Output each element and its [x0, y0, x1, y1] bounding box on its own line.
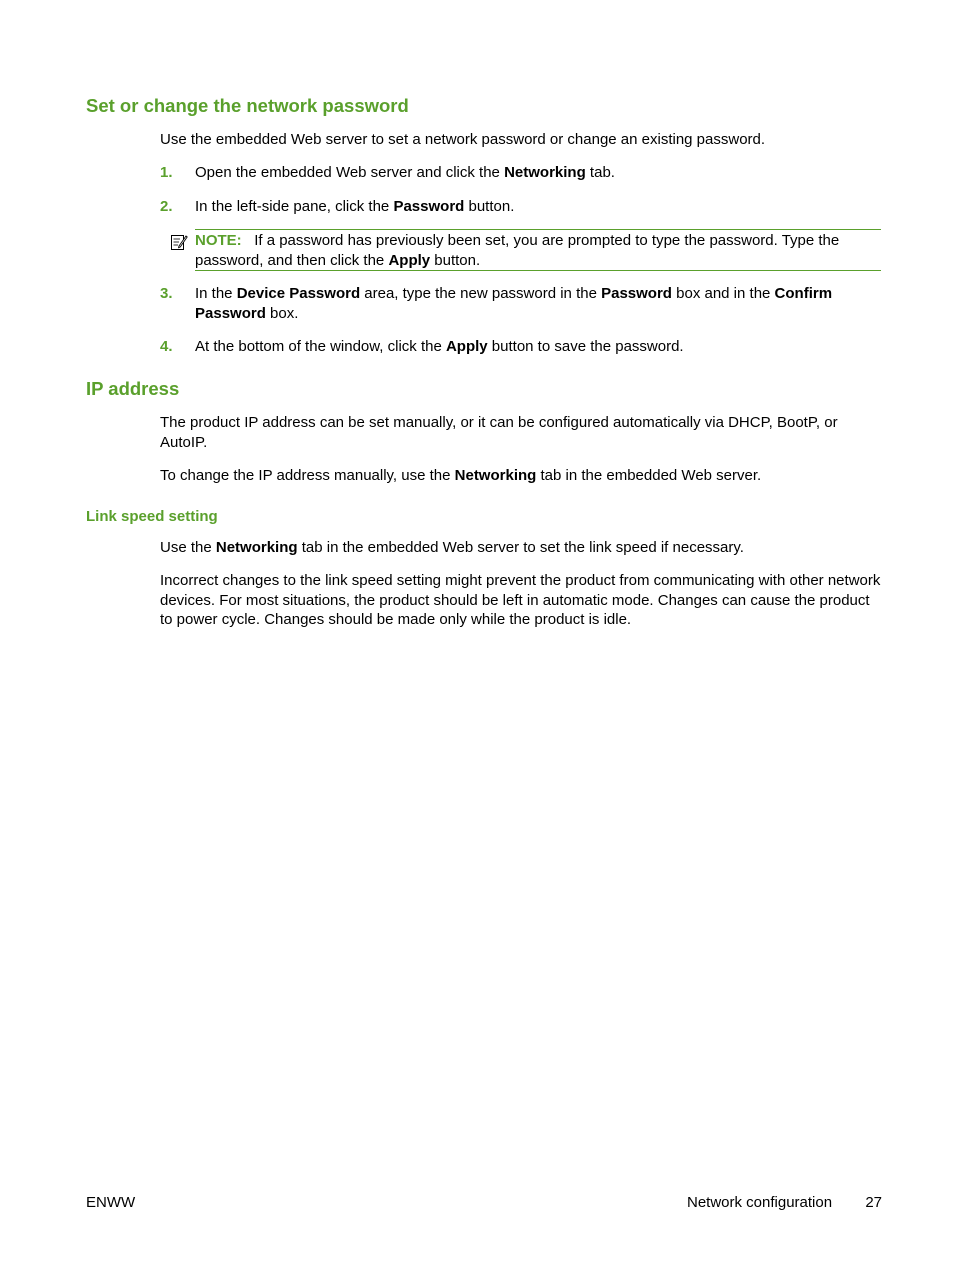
- link-speed-paragraph: [160, 538, 882, 558]
- page-number: 27: [865, 1194, 882, 1211]
- networking-tab-label: Networking: [454, 467, 537, 484]
- networking-tab-label: Networking: [504, 164, 586, 181]
- intro-paragraph: Use the embedded Web server to set a network password or change an existing password.: [160, 131, 766, 148]
- step-3-text: [195, 284, 882, 323]
- note-top-rule: [195, 229, 881, 230]
- note-text: [195, 231, 882, 270]
- ip-manual-paragraph: [160, 466, 882, 486]
- section-heading-network-password: Set or change the network password: [86, 95, 409, 116]
- footer-section-title: Network configuration: [687, 1194, 833, 1211]
- apply-button-label: Apply: [445, 338, 488, 355]
- step-4-text-part: button to save the password.: [487, 338, 684, 355]
- note-text-part: button.: [430, 251, 481, 269]
- ip-manual-text-part: tab in the embedded Web server.: [536, 467, 762, 484]
- note-icon: [170, 233, 188, 251]
- step-1-text-part: tab.: [585, 164, 615, 181]
- step-3-text-part: area, type the new password in the: [360, 285, 602, 302]
- networking-tab-label: Networking: [215, 539, 298, 556]
- step-4-text: [195, 337, 882, 357]
- step-number-4: 4.: [160, 338, 173, 355]
- ip-manual-text-part: To change the IP address manually, use the: [160, 467, 455, 484]
- ip-address-paragraph: The product IP address can be set manually, or it can be configured automatically via DHCP, BootP, or AutoIP.: [160, 414, 838, 451]
- subsection-heading-link-speed: Link speed setting: [86, 508, 218, 525]
- section-heading-ip-address: IP address: [86, 378, 180, 399]
- step-2-text-part: button.: [464, 198, 515, 215]
- password-box-label: Password: [601, 285, 672, 302]
- footer-left-label: ENWW: [86, 1194, 136, 1211]
- step-3-text-part: box and in the: [671, 285, 775, 302]
- step-number-3: 3.: [160, 285, 173, 302]
- step-3-text-part: In the: [195, 285, 237, 302]
- note-label: NOTE:: [195, 232, 242, 249]
- confirm-password-label: Confirm Password: [195, 285, 833, 322]
- note-bottom-rule: [195, 270, 881, 271]
- step-number-2: 2.: [160, 198, 173, 215]
- link-speed-text-part: Use the: [160, 539, 216, 556]
- link-speed-text-part: tab in the embedded Web server to set the link speed if necessary.: [297, 539, 744, 556]
- step-1-text-part: Open the embedded Web server and click the: [195, 164, 505, 181]
- password-button-label: Password: [393, 198, 465, 215]
- device-password-label: Device Password: [236, 285, 361, 302]
- note-text-part: If a password has previously been set, you are prompted to type the password. Type the password, and then click the: [195, 232, 840, 269]
- step-1-text: [195, 163, 882, 183]
- step-3-text-part: box.: [265, 304, 299, 322]
- step-number-1: 1.: [160, 164, 173, 181]
- step-2-text: [195, 197, 882, 217]
- step-2-text-part: In the left-side pane, click the: [195, 198, 394, 215]
- step-4-text-part: At the bottom of the window, click the: [195, 338, 446, 355]
- link-speed-warning-paragraph: Incorrect changes to the link speed setting might prevent the product from communicating with other network devices. For most situations, the product should be left in automatic mode. Changes can cause the product to power cycle. Changes should be made only while the product is idle.: [160, 572, 881, 628]
- apply-button-label: Apply: [388, 251, 431, 269]
